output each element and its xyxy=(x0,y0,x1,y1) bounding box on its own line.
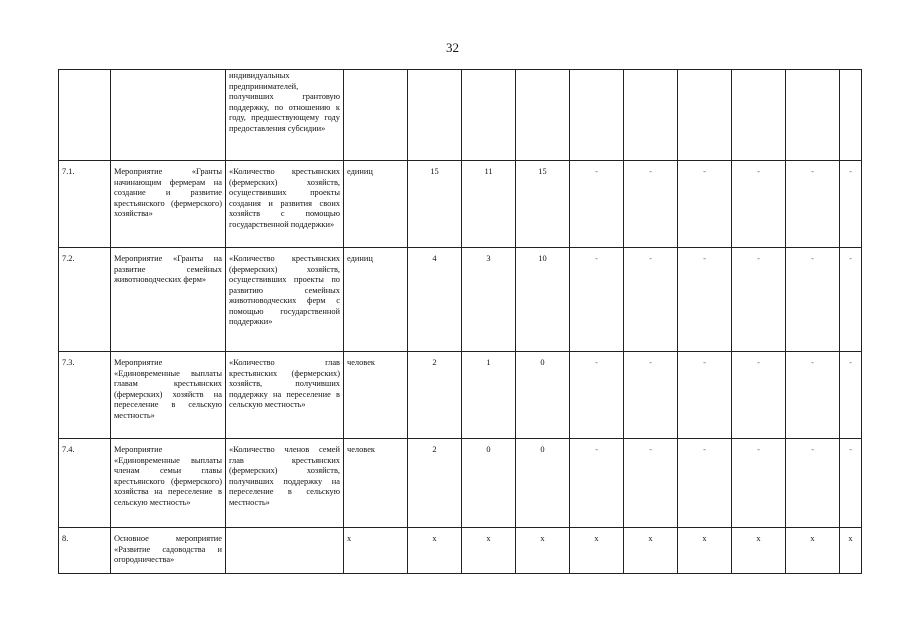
value-cell: - xyxy=(570,248,624,352)
unit-cell xyxy=(344,70,408,161)
value-cell xyxy=(462,70,516,161)
value-cell: 1 xyxy=(462,352,516,439)
value-cell: 15 xyxy=(516,161,570,248)
value-cell: - xyxy=(840,248,862,352)
value-cell xyxy=(678,70,732,161)
value-cell xyxy=(516,70,570,161)
value-cell: - xyxy=(570,352,624,439)
unit-cell: человек xyxy=(344,352,408,439)
value-cell: - xyxy=(732,352,786,439)
value-cell: 0 xyxy=(516,352,570,439)
event-name-cell: Мероприятие «Единовременные выплаты главам крестьянских (фермерских) хозяйств на переселение в сельскую местность» xyxy=(111,352,226,439)
table-row xyxy=(59,439,862,528)
indicator-name-cell: «Количество членов семей глав крестьянских (фермерских) хозяйств, получивших поддержку на переселение в сельскую местность» xyxy=(226,439,344,528)
value-cell: - xyxy=(732,248,786,352)
value-cell xyxy=(786,70,840,161)
value-cell: - xyxy=(678,248,732,352)
value-cell: - xyxy=(570,161,624,248)
value-cell: 15 xyxy=(408,161,462,248)
unit-cell: единиц xyxy=(344,248,408,352)
indicator-name-cell: «Количество крестьянских (фермерских) хозяйств, осуществивших проекты создания и развития своих хозяйств с помощью государственной поддержки» xyxy=(226,161,344,248)
unit-cell: x xyxy=(344,528,408,574)
table-body xyxy=(59,70,862,574)
event-name-cell: Основное мероприятие «Развитие садоводства и огородничества» xyxy=(111,528,226,574)
event-name-cell: Мероприятие «Гранты начинающим фермерам на создание и развитие крестьянского (фермерского) хозяйства» xyxy=(111,161,226,248)
table-row xyxy=(59,528,862,574)
value-cell: 0 xyxy=(516,439,570,528)
value-cell xyxy=(732,70,786,161)
indicator-name-cell: «Количество глав крестьянских (фермерских) хозяйств, получивших поддержку на переселение в сельскую местность» xyxy=(226,352,344,439)
value-cell: 11 xyxy=(462,161,516,248)
unit-cell: человек xyxy=(344,439,408,528)
value-cell xyxy=(624,70,678,161)
value-cell: - xyxy=(786,439,840,528)
table-row xyxy=(59,352,862,439)
value-cell: - xyxy=(840,439,862,528)
value-cell: x xyxy=(570,528,624,574)
event-name-cell: Мероприятие «Единовременные выплаты членам семьи главы крестьянского (фермерского) хозяйства на переселение в сельскую местность» xyxy=(111,439,226,528)
value-cell xyxy=(570,70,624,161)
value-cell: - xyxy=(570,439,624,528)
value-cell: 10 xyxy=(516,248,570,352)
value-cell: 3 xyxy=(462,248,516,352)
value-cell: - xyxy=(786,248,840,352)
unit-cell: единиц xyxy=(344,161,408,248)
value-cell: - xyxy=(840,352,862,439)
value-cell: x xyxy=(408,528,462,574)
value-cell: 2 xyxy=(408,439,462,528)
value-cell: 2 xyxy=(408,352,462,439)
value-cell: - xyxy=(786,161,840,248)
value-cell: x xyxy=(732,528,786,574)
indicator-name-cell: индивидуальных предпринимателей, получивших грантовую поддержку, по отношению к году, предшествующему году предоставления субсидии» xyxy=(226,70,344,161)
value-cell: - xyxy=(678,161,732,248)
value-cell: x xyxy=(516,528,570,574)
table-row xyxy=(59,161,862,248)
value-cell: - xyxy=(840,161,862,248)
value-cell: - xyxy=(624,439,678,528)
row-index-cell xyxy=(59,70,111,161)
value-cell: - xyxy=(732,439,786,528)
value-cell xyxy=(408,70,462,161)
row-index-cell: 7.3. xyxy=(59,352,111,439)
row-index-cell: 7.1. xyxy=(59,161,111,248)
value-cell: x xyxy=(624,528,678,574)
indicator-name-cell xyxy=(226,528,344,574)
table-row xyxy=(59,70,862,161)
value-cell: - xyxy=(624,161,678,248)
table-row xyxy=(59,248,862,352)
event-name-cell: Мероприятие «Гранты на развитие семейных животноводческих ферм» xyxy=(111,248,226,352)
value-cell: x xyxy=(678,528,732,574)
value-cell: - xyxy=(678,352,732,439)
value-cell xyxy=(840,70,862,161)
indicator-name-cell: «Количество крестьянских (фермерских) хозяйств, осуществивших проекты по развитию семейных животноводческих ферм с помощью государственной поддержки» xyxy=(226,248,344,352)
value-cell: x xyxy=(840,528,862,574)
indicators-table xyxy=(58,69,862,574)
value-cell: 0 xyxy=(462,439,516,528)
value-cell: - xyxy=(624,352,678,439)
event-name-cell xyxy=(111,70,226,161)
value-cell: - xyxy=(732,161,786,248)
value-cell: - xyxy=(786,352,840,439)
value-cell: 4 xyxy=(408,248,462,352)
page-number: 32 xyxy=(446,40,459,55)
row-index-cell: 7.2. xyxy=(59,248,111,352)
value-cell: x xyxy=(462,528,516,574)
value-cell: - xyxy=(678,439,732,528)
row-index-cell: 8. xyxy=(59,528,111,574)
value-cell: x xyxy=(786,528,840,574)
value-cell: - xyxy=(624,248,678,352)
row-index-cell: 7.4. xyxy=(59,439,111,528)
